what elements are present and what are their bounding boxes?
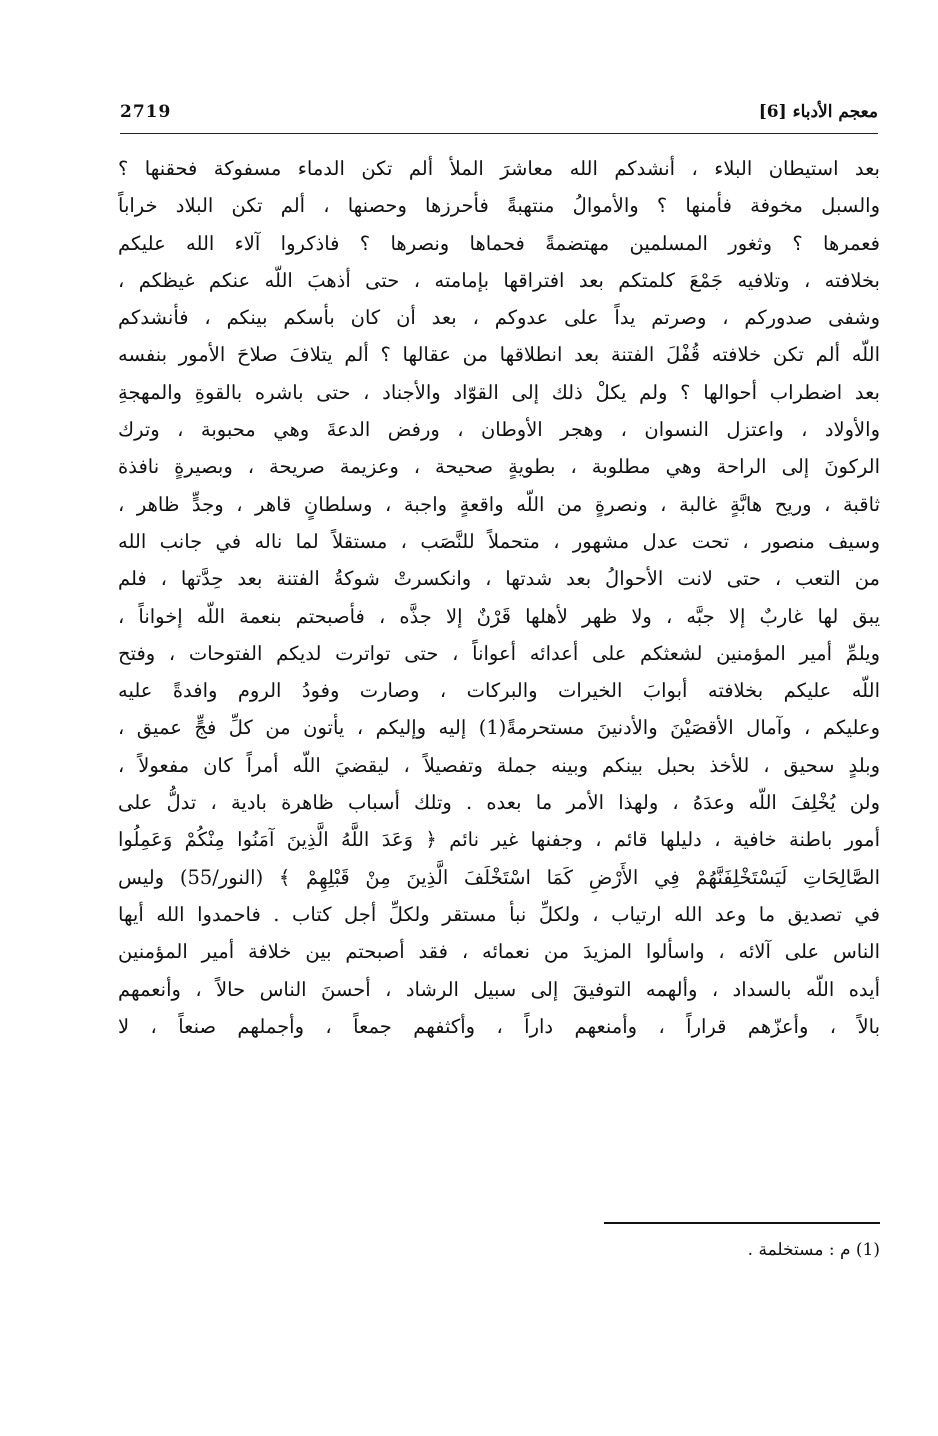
text-line: والسبل مخوفة فأمنها ؟ والأموالُ منتهبةً فأحرزها وحصنها ، ألم تكن البلاد خراباً [118, 194, 880, 218]
text-line: وشفى صدوركم ، وصرتم يداً على عدوكم ، بعد أن كان بأسكم بينكم ، فأنشدكم [118, 306, 880, 330]
text-line: فعمرها ؟ وثغور المسلمين مهتضمةً فحماها ونصرها ؟ فاذكروا آلاء الله عليكم [118, 231, 880, 255]
running-title: معجم الأدباء [6] [758, 102, 878, 122]
text-line: والأولاد ، واعتزل النسوان ، وهجر الأوطان ، ورفض الدعةَ وهي محبوبة ، وترك [118, 418, 880, 442]
text-line: بعد اضطراب أحوالها ؟ ولم يكلْ ذلك إلى القوّاد والأجناد ، حتى باشره بالقوةِ والمهجةِ [118, 380, 880, 404]
text-line: اللّه عليكم بخلافته أبوابَ الخيرات والبركات ، وصارت وفودُ الروم وافدةً عليه [118, 679, 880, 703]
footnote: (1) م : مستخلمة . [747, 1240, 880, 1260]
text-line: ولن يُخْلِفَ اللّه وعدَهُ ، ولهذا الأمر ما بعده . وتلك أسباب ظاهرة بادية ، تدلُّ على [118, 791, 880, 815]
text-line: ثاقبة ، وريح هابَّةٍ غالبة ، ونصرةٍ من اللّه واقعةٍ واجبة ، وسلطانٍ قاهر ، وجدٍّ ظاهر ، [118, 492, 880, 516]
quran-verse-line: أمور باطنة خافية ، دليلها قائم ، وجفنها غير نائم ﴿ وَعَدَ اللَّهُ الَّذِينَ آمَنُوا مِنْكُمْ وَعَمِلُوا [118, 828, 880, 852]
text-line: وسيف منصور ، تحت عدل مشهور ، متحملاً للنَّصَب ، مستقلاً لما ناله في جانب الله [118, 529, 880, 553]
text-line: من التعب ، حتى لانت الأحوالُ بعد شدتها ، وانكسرتْ شوكةُ الفتنة بعد حِدَّتها ، فلم [118, 567, 880, 591]
page-number: 2719 [120, 102, 172, 122]
body-text [118, 150, 880, 1045]
text-line: وبلدٍ سحيق ، للأخذ بحبل بينكم وبينه جملة وتفصيلاً ، ليقضيَ اللّه أمراً كان مفعولاً ، [118, 753, 880, 777]
text-line: بخلافته ، وتلافيه جَمْعَ كلمتكم بعد افتراقها بإمامته ، حتى أذهبَ اللّه عنكم غيظكم ، [118, 268, 880, 292]
text-line: في تصديق ما وعد الله ارتياب ، ولكلِّ نبأ مستقر ولكلِّ أجل كتاب . فاحمدوا الله أيها [118, 902, 880, 926]
text-line: أيده اللّه بالسداد ، وألهمه التوفيقَ إلى سبيل الرشاد ، أحسنَ الناس حالاً ، وأنعمهم [118, 977, 880, 1001]
text-line: بالاً ، وأعزّهم قراراً ، وأمنعهم داراً ، وأكثفهم جمعاً ، وأجملهم صنعاً ، لا [118, 1014, 880, 1038]
footnote-rule [604, 1222, 880, 1224]
text-line: بعد استيطان البلاء ، أنشدكم الله معاشرَ الملأ ألم تكن الدماء مسفوكة فحقنها ؟ [118, 157, 880, 180]
text-line: اللّه ألم تكن خلافته قُفْلَ الفتنة بعد انطلاقها من عقالها ؟ ألم يتلافَ صلاحَ الأمور بنفسه [118, 343, 880, 367]
page-header [120, 102, 878, 128]
text-line: يبق لها غاربٌ إلا جبَّه ، ولا ظهر لأهلها قَرْنٌ إلا جذَّه ، فأصبحتم بنعمة اللّه إخواناً ، [118, 604, 880, 628]
header-rule [120, 133, 878, 134]
text-line: الركونَ إلى الراحة وهي مطلوبة ، بطويةٍ صحيحة ، وعزيمة صريحة ، وبصيرةٍ نافذة [118, 455, 880, 479]
text-line: وعليكم ، وآمال الأقصَيْنَ والأدنينَ مستحرمةً(1) إليه وإليكم ، يأتون من كلِّ فجٍّ عميق ، [118, 716, 880, 740]
quran-verse-line: الصَّالِحَاتِ لَيَسْتَخْلِفَنَّهُمْ فِي الأَرْضِ كَمَا اسْتَخْلَفَ الَّذِينَ مِنْ قَبْلِهِمْ ﴾ (النور/55) وليس [118, 865, 880, 889]
text-line: ويلمِّ أمير المؤمنين لشعثكم على أعدائه أعواناً ، حتى تواترت لديكم الفتوحات ، وفتح [118, 641, 880, 665]
text-line: الناس على آلائه ، واسألوا المزيدَ من نعمائه ، فقد أصبحتم بين خلافة أمير المؤمنين [118, 940, 880, 964]
